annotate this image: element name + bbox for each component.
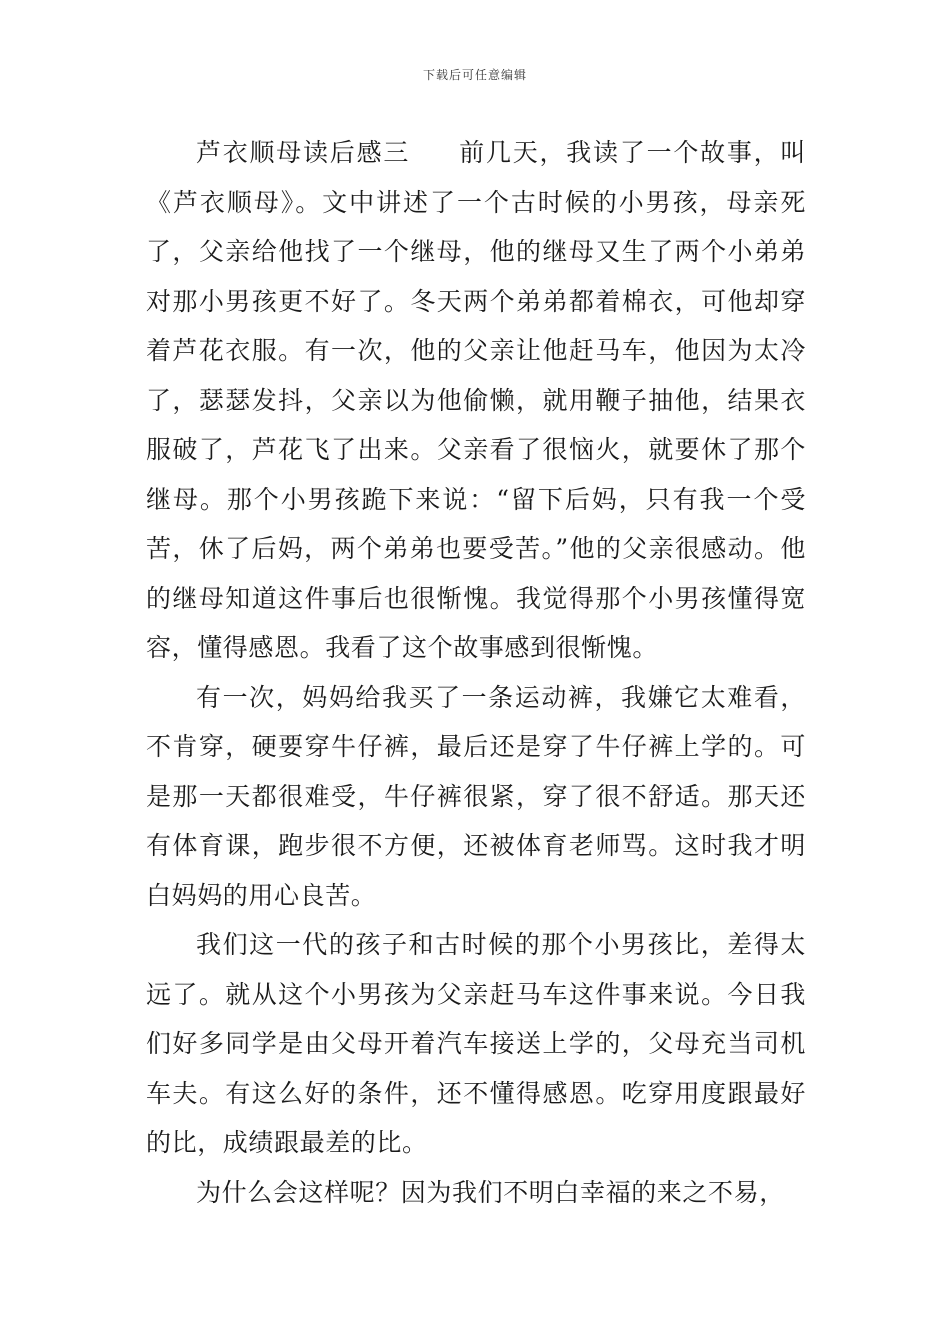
paragraph-1 xyxy=(146,128,806,673)
document-body xyxy=(146,128,806,1217)
paragraph-2: 有一次，妈妈给我买了一条运动裤，我嫌它太难看，不肯穿，硬要穿牛仔裤，最后还是穿了牛仔裤上学的。可是那一天都很难受，牛仔裤很紧，穿了很不舒适。那天还有体育课，跑步很不方便，还被体育老师骂。这时我才明白妈妈的用心良苦。 xyxy=(146,682,806,910)
paragraph-3: 我们这一代的孩子和古时候的那个小男孩比，差得太远了。就从这个小男孩为父亲赶马车这件事来说。今日我们好多同学是由父母开着汽车接送上学的，父母充当司机车夫。有这么好的条件，还不懂得感恩。吃穿用度跟最好的比，成绩跟最差的比。 xyxy=(146,930,806,1157)
paragraph-1-text: 前几天，我读了一个故事，叫《芦衣顺母》。文中讲述了一个古时候的小男孩，母亲死了，父亲给他找了一个继母，他的继母又生了两个小弟弟对那小男孩更不好了。冬天两个弟弟都着棉衣，可他却穿着芦花衣服。有一次，他的父亲让他赶马车，他因为太冷了，瑟瑟发抖，父亲以为他偷懒，就用鞭子抽他，结果衣服破了，芦花飞了出来。父亲看了很恼火，就要休了那个继母。那个小男孩跪下来说：“留下后妈，只有我一个受苦，休了后妈，两个弟弟也要受苦。”他的父亲很感动。他的继母知道这件事后也很惭愧。我觉得那个小男孩懂得宽容，懂得感恩。我看了这个故事感到很惭愧。 xyxy=(146,138,806,662)
paragraph-4: 为什么会这样呢？因为我们不明白幸福的来之不易， xyxy=(196,1177,785,1207)
page-header: 下载后可任意编辑 xyxy=(422,68,527,82)
document-title: 芦衣顺母读后感三 xyxy=(196,138,411,167)
